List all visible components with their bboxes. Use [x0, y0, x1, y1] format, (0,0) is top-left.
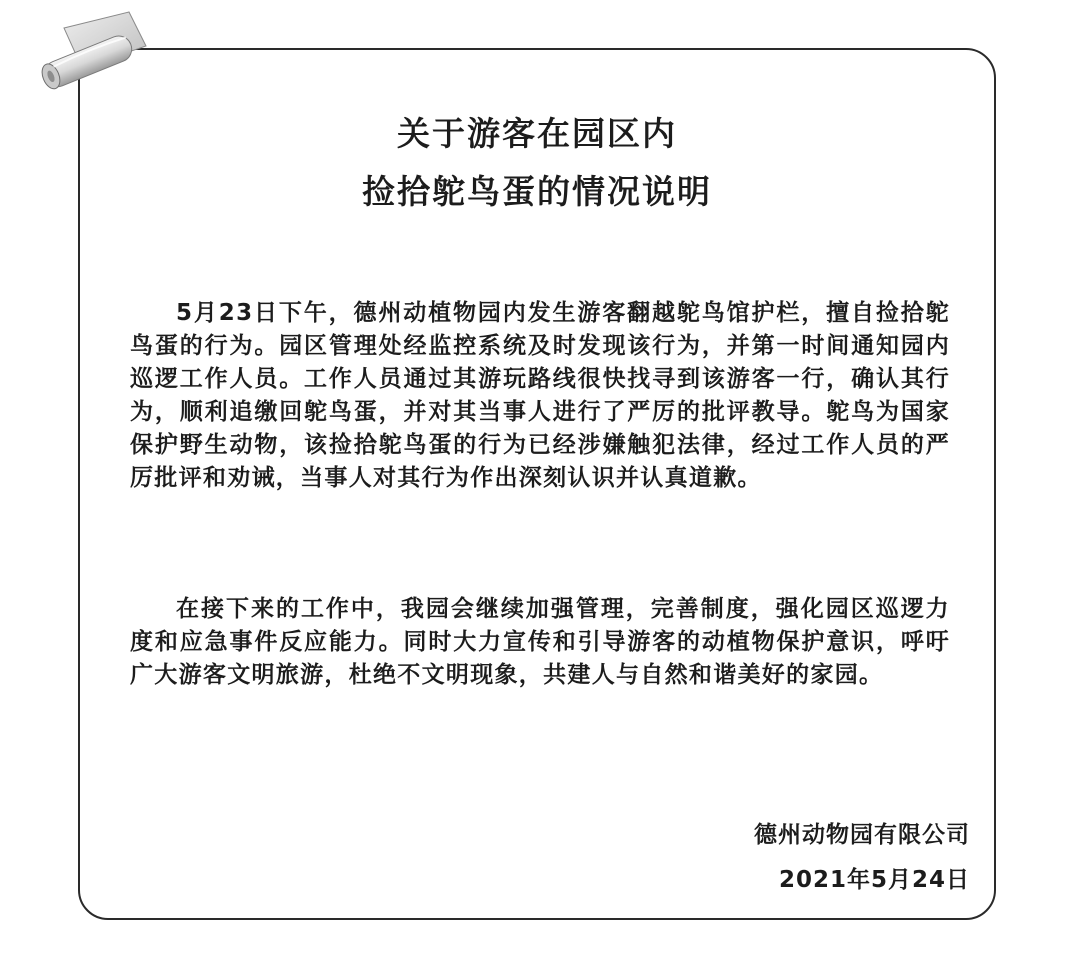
notice-paragraph-1: 5月23日下午，德州动植物园内发生游客翻越鸵鸟馆护栏，擅自捡拾鸵鸟蛋的行为。园区管理处经监控系统及时发现该行为，并第一时间通知园内巡逻工作人员。工作人员通过其游玩路线很快找寻到该游客一行，确认其行为，顺利追缴回鸵鸟蛋，并对其当事人进行了严厉的批评教导。鸵鸟为国家保护野生动物，该捡拾鸵鸟蛋的行为已经涉嫌触犯法律，经过工作人员的严厉批评和劝诫，当事人对其行为作出深刻认识并认真道歉。: [130, 300, 950, 491]
notice-card: [78, 48, 996, 920]
notice-title-line-2: 捡拾鸵鸟蛋的情况说明: [362, 172, 712, 211]
signature-date: 2021年5月24日: [778, 867, 970, 893]
notice-title-line-1: 关于游客在园区内: [397, 114, 677, 153]
signature-organization: 德州动物园有限公司: [754, 822, 970, 848]
notice-paragraph-2: 在接下来的工作中，我园会继续加强管理，完善制度，强化园区巡逻力度和应急事件反应能力。同时大力宣传和引导游客的动植物保护意识，呼吁广大游客文明旅游，杜绝不文明现象，共建人与自然和谐美好的家园。: [130, 596, 950, 688]
paper-scroll-icon: [34, 6, 154, 90]
